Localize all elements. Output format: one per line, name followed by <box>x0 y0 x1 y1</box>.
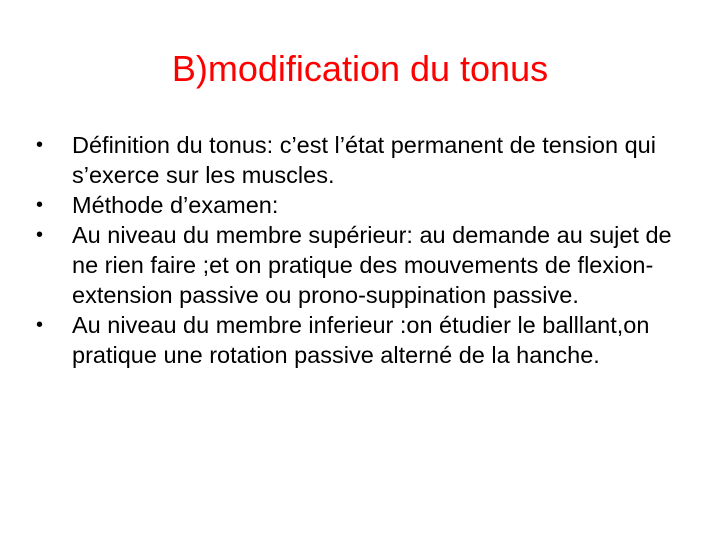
bullet-item-upper-limb <box>36 220 686 310</box>
bullet-text: Au niveau du membre supérieur: au demande au sujet de ne rien faire ;et on pratique des mouvements de flexion-extension passive ou prono-suppination passive. <box>72 222 672 308</box>
bullet-item-lower-limb <box>36 310 686 370</box>
bullet-text: Méthode d’examen: <box>72 192 279 218</box>
bullet-item-tonus-definition <box>36 130 686 190</box>
bullet-text: Définition du tonus: c’est l’état permanent de tension qui s’exerce sur les muscles. <box>72 132 656 188</box>
bullet-text: Au niveau du membre inferieur :on étudier le balllant,on pratique une rotation passive alterné de la hanche. <box>72 312 650 368</box>
bullet-dot-icon: • <box>36 134 44 156</box>
bullet-item-exam-method <box>36 190 686 220</box>
bullet-dot-icon: • <box>36 314 44 336</box>
bullet-dot-icon: • <box>36 224 44 246</box>
bullet-dot-icon: • <box>36 194 44 216</box>
slide-title: B)modification du tonus <box>171 48 549 89</box>
bullet-list <box>36 130 686 370</box>
